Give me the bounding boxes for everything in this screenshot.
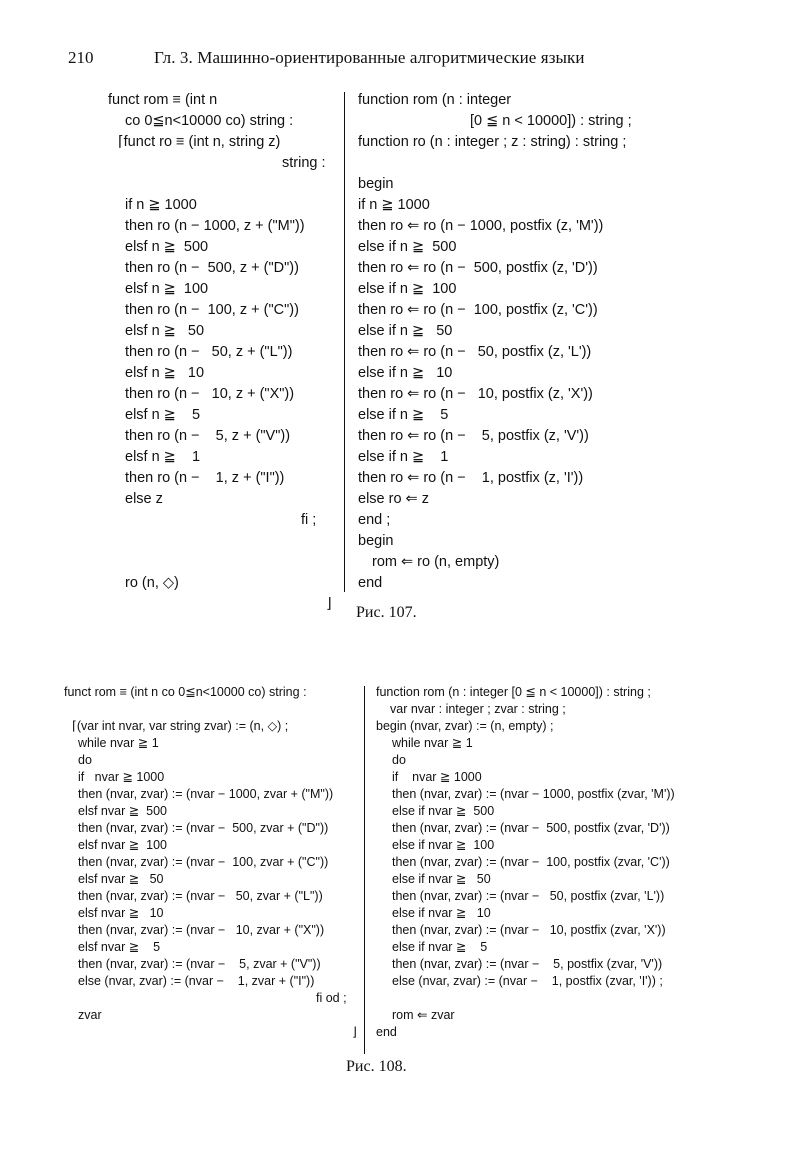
code-line: then ro ⇐ ro (n − 5, postfix (z, 'V')): [358, 428, 589, 444]
code-line: string :: [282, 155, 326, 171]
code-line: else if n ≧ 100: [358, 281, 457, 297]
code-line: end: [358, 575, 383, 591]
code-line: begin: [358, 176, 394, 192]
code-line: else (nvar, zvar) := (nvar − 1, postfix (zvar, 'I')) ;: [392, 974, 663, 988]
code-line: ro (n, ◇): [125, 575, 179, 591]
code-line: else if nvar ≧ 10: [392, 906, 491, 920]
code-line: end ;: [358, 512, 391, 528]
code-line: function rom (n : integer: [358, 92, 512, 108]
code-line: then ro (n − 1, z + ("I")): [125, 470, 285, 486]
code-line: begin (nvar, zvar) := (n, empty) ;: [376, 719, 554, 733]
figure-108: [0, 684, 810, 1084]
code-line: then (nvar, zvar) := (nvar − 500, zvar + ("D")): [78, 821, 329, 835]
code-line: while nvar ≧ 1: [392, 736, 473, 750]
code-line: rom ⇐ ro (n, empty): [372, 554, 500, 570]
code-line: then (nvar, zvar) := (nvar − 1000, zvar + ("M")): [78, 787, 334, 801]
code-line: then ro (n − 1000, z + ("M")): [125, 218, 305, 234]
code-line: then ro ⇐ ro (n − 1000, postfix (z, 'M')): [358, 218, 604, 234]
code-line: [0 ≦ n < 10000]) : string ;: [470, 113, 632, 129]
code-line: else if nvar ≧ 5: [392, 940, 488, 954]
code-line: begin: [358, 533, 394, 549]
code-line: then (nvar, zvar) := (nvar − 5, postfix (zvar, 'V')): [392, 957, 663, 971]
code-line: rom ⇐ zvar: [392, 1008, 455, 1022]
code-line: then (nvar, zvar) := (nvar − 10, postfix (zvar, 'X')): [392, 923, 666, 937]
code-line: then (nvar, zvar) := (nvar − 100, zvar + ("C")): [78, 855, 329, 869]
code-line: if n ≧ 1000: [358, 197, 430, 213]
code-line: then (nvar, zvar) := (nvar − 5, zvar + ("V")): [78, 957, 321, 971]
running-title: Гл. 3. Машинно-ориентированные алгоритмические языки: [154, 48, 585, 67]
code-line: then (nvar, zvar) := (nvar − 50, zvar + ("L")): [78, 889, 323, 903]
code-line: then (nvar, zvar) := (nvar − 50, postfix (zvar, 'L')): [392, 889, 665, 903]
code-line: fi ;: [301, 512, 317, 528]
code-line: then ro ⇐ ro (n − 1, postfix (z, 'I')): [358, 470, 584, 486]
code-line: elsf n ≧ 50: [125, 323, 205, 339]
column-divider: [344, 92, 345, 592]
code-line: elsf nvar ≧ 500: [78, 804, 167, 818]
code-line: then ro (n − 50, z + ("L")): [125, 344, 293, 360]
code-line: else if nvar ≧ 500: [392, 804, 495, 818]
code-line: var nvar : integer ; zvar : string ;: [390, 702, 566, 716]
code-line: then ro (n − 100, z + ("C")): [125, 302, 299, 318]
code-line: then (nvar, zvar) := (nvar − 10, zvar + ("X")): [78, 923, 325, 937]
code-line: then ro ⇐ ro (n − 50, postfix (z, 'L')): [358, 344, 592, 360]
code-line: end: [376, 1025, 397, 1039]
code-line: else if n ≧ 500: [358, 239, 457, 255]
code-line: then ro ⇐ ro (n − 10, postfix (z, 'X')): [358, 386, 593, 402]
code-line: function ro (n : integer ; z : string) : string ;: [358, 134, 627, 150]
code-line: if nvar ≧ 1000: [392, 770, 482, 784]
code-line: then (nvar, zvar) := (nvar − 1000, postfix (zvar, 'M')): [392, 787, 675, 801]
code-line: while nvar ≧ 1: [78, 736, 159, 750]
code-line: else if nvar ≧ 50: [392, 872, 491, 886]
code-line: if nvar ≧ 1000: [78, 770, 165, 784]
code-line: then (nvar, zvar) := (nvar − 500, postfix (zvar, 'D')): [392, 821, 670, 835]
code-line: ⌋: [352, 1025, 357, 1039]
code-line: then ro (n − 10, z + ("X")): [125, 386, 295, 402]
code-line: else if n ≧ 10: [358, 365, 453, 381]
code-line: do: [78, 753, 92, 767]
code-line: elsf n ≧ 5: [125, 407, 201, 423]
code-line: elsf n ≧ 10: [125, 365, 205, 381]
code-line: else if nvar ≧ 100: [392, 838, 495, 852]
code-line: elsf nvar ≧ 5: [78, 940, 161, 954]
code-line: then (nvar, zvar) := (nvar − 100, postfix (zvar, 'C')): [392, 855, 670, 869]
code-line: elsf nvar ≧ 50: [78, 872, 164, 886]
code-line: ⌋: [326, 596, 332, 612]
code-line: then ro ⇐ ro (n − 100, postfix (z, 'C')): [358, 302, 598, 318]
code-line: else if n ≧ 50: [358, 323, 453, 339]
code-line: fi od ;: [316, 991, 347, 1005]
page-number: 210: [68, 48, 94, 67]
code-line: else if n ≧ 5: [358, 407, 449, 423]
code-line: elsf nvar ≧ 100: [78, 838, 167, 852]
code-line: ⌈(var int nvar, var string zvar) := (n, ◇) ;: [72, 719, 289, 733]
code-line: else (nvar, zvar) := (nvar − 1, zvar + ("I")): [78, 974, 315, 988]
figure-caption: Рис. 107.: [356, 604, 417, 621]
code-line: elsf nvar ≧ 10: [78, 906, 164, 920]
code-line: then ro ⇐ ro (n − 500, postfix (z, 'D')): [358, 260, 598, 276]
code-line: else ro ⇐ z: [358, 491, 429, 507]
code-line: function rom (n : integer [0 ≦ n < 10000]) : string ;: [376, 685, 651, 699]
code-line: else if n ≧ 1: [358, 449, 449, 465]
code-line: elsf n ≧ 1: [125, 449, 201, 465]
code-line: do: [392, 753, 406, 767]
code-line: funct rom ≡ (int n: [108, 92, 218, 108]
code-line: else z: [125, 491, 163, 507]
page-header: [68, 48, 748, 74]
code-line: then ro (n − 5, z + ("V")): [125, 428, 291, 444]
column-divider: [364, 686, 365, 1054]
figure-caption: Рис. 108.: [346, 1058, 407, 1075]
code-line: zvar: [78, 1008, 102, 1022]
code-line: funct rom ≡ (int n co 0≦n<10000 co) string :: [64, 685, 307, 699]
code-line: ⌈funct ro ≡ (int n, string z): [118, 134, 281, 150]
code-line: elsf n ≧ 500: [125, 239, 209, 255]
code-line: co 0≦n<10000 co) string :: [125, 113, 294, 129]
code-line: elsf n ≧ 100: [125, 281, 209, 297]
code-line: if n ≧ 1000: [125, 197, 197, 213]
figure-107: [0, 90, 810, 630]
code-line: then ro (n − 500, z + ("D")): [125, 260, 299, 276]
